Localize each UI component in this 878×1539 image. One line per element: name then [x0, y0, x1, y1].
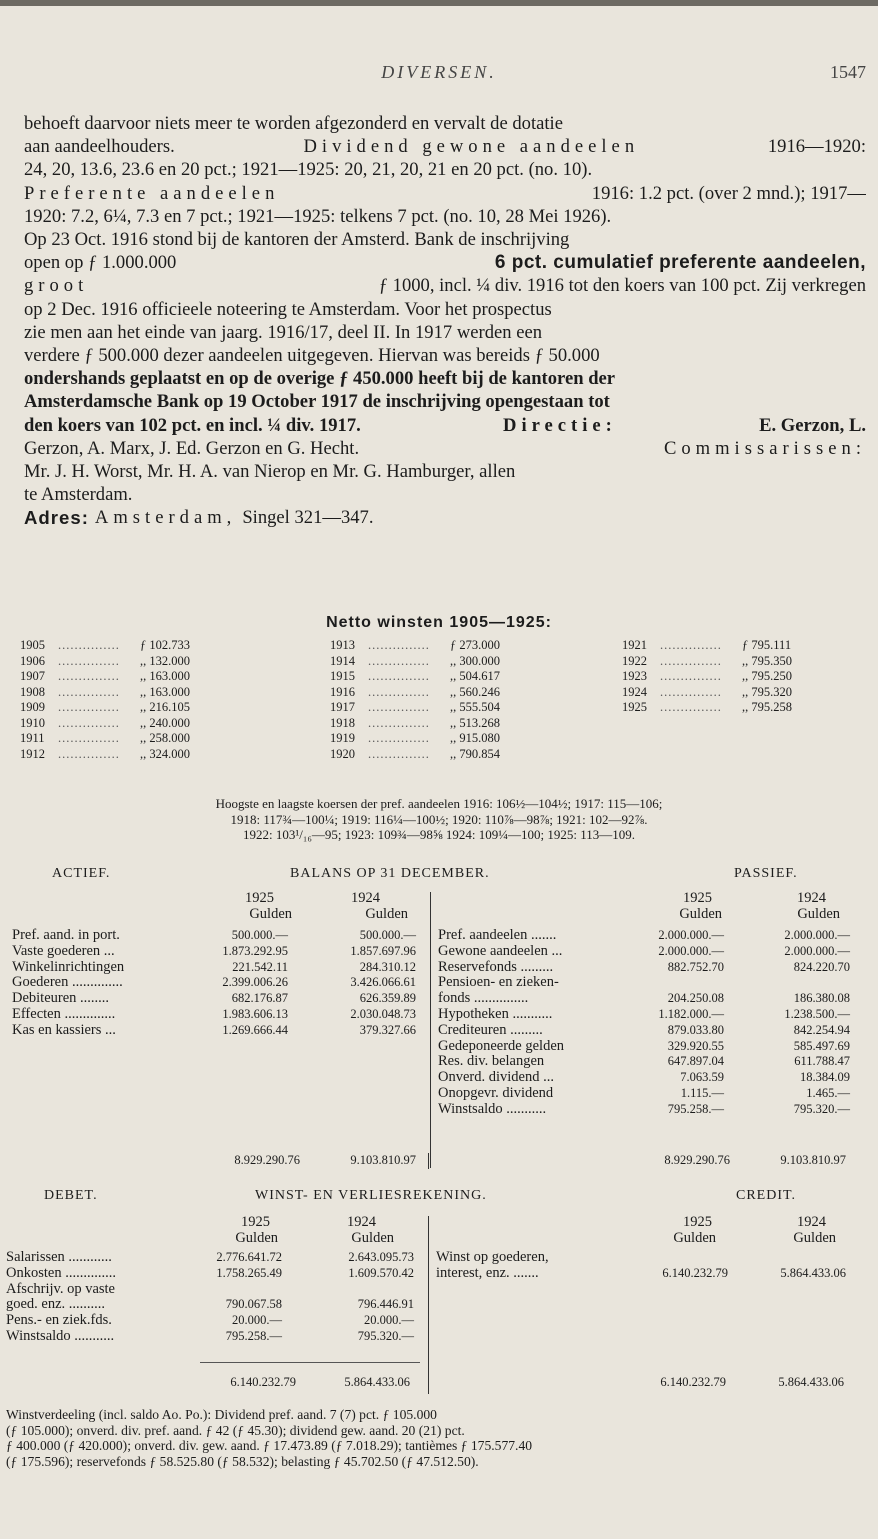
netto-row	[330, 731, 550, 747]
row-label: Hypotheken ...........	[438, 1006, 553, 1022]
balans-totals	[0, 1153, 878, 1169]
balans-title: BALANS OP 31 DECEMBER.	[290, 866, 490, 881]
row-value-1925: 790.067.58	[225, 1297, 282, 1312]
table-row	[438, 1102, 858, 1118]
netto-year: 1923	[622, 669, 647, 683]
row-value-1925: 2.776.641.72	[216, 1250, 282, 1264]
unit-header: Gulden	[235, 1229, 278, 1246]
row-value-1925: 2.000.000.—	[658, 943, 724, 958]
row-value-1924: 5.864.433.06	[780, 1265, 846, 1280]
netto-amount: ,, 504.617	[450, 669, 500, 683]
year-header: 1924	[351, 890, 380, 906]
row-value-1924: 3.426.066.61	[350, 975, 416, 990]
row-label: Winkelinrichtingen	[12, 959, 125, 975]
winstverdeeling-line: (ƒ 105.000); onverd. div. pref. aand. ƒ 42 (ƒ 45.30); dividend gew. aand. 20 (21) pct.	[6, 1422, 465, 1438]
paragraph-segment: ƒ 1000, incl. ¼ div. 1916 tot den koers van 100 pct. Zij verkregen	[378, 275, 866, 297]
row-label: interest, enz. .......	[436, 1265, 539, 1281]
netto-amount: ,, 324.000	[140, 746, 190, 761]
paragraph-segment: Gerzon, A. Marx, J. Ed. Gerzon en G. Hecht.	[24, 437, 360, 459]
leader-dots: ...............	[660, 653, 722, 668]
row-label: Pensioen- en zieken-	[438, 975, 559, 991]
row-value-1925: 795.258.—	[225, 1328, 282, 1343]
leader-dots: ...............	[58, 653, 120, 668]
row-value-1924: 1.857.697.96	[350, 943, 416, 958]
row-label: Pens.- en ziek.fds.	[6, 1313, 112, 1329]
total-value: 9.103.810.97	[350, 1153, 416, 1167]
total-value: 8.929.290.76	[664, 1153, 730, 1167]
table-row	[6, 1297, 422, 1313]
unit-header: Gulden	[797, 905, 840, 922]
row-value-1924: 795.320.—	[793, 1101, 850, 1116]
row-value-1925: 1.269.666.44	[222, 1022, 288, 1037]
winstverdeeling-line: (ƒ 175.596); reservefonds ƒ 58.525.80 (ƒ 58.532); belasting ƒ 45.702.50 (ƒ 47.512.50).	[6, 1453, 479, 1469]
row-label: Onkosten ..............	[6, 1265, 116, 1281]
row-value-1925: 1.115.—	[680, 1085, 724, 1100]
netto-row	[330, 685, 550, 701]
unit-header: Gulden	[351, 1229, 394, 1246]
netto-winsten-title: Netto winsten 1905—1925:	[326, 614, 552, 631]
paragraph-segment: aan aandeelhouders.	[24, 136, 175, 158]
netto-amount: ƒ 273.000	[450, 638, 500, 652]
netto-year: 1921	[622, 638, 647, 652]
netto-amount: ,, 132.000	[140, 653, 190, 668]
leader-dots: ...............	[58, 700, 120, 714]
leader-dots: ...............	[660, 700, 722, 714]
row-value-1924: 284.310.12	[359, 959, 416, 974]
row-label: fonds ...............	[438, 991, 529, 1007]
row-value-1924: 842.254.94	[793, 1022, 850, 1037]
leader-dots: ...............	[368, 638, 430, 652]
row-value-1925: 1.873.292.95	[222, 943, 288, 958]
paragraph-line	[24, 414, 866, 437]
paragraph-segment: Op 23 Oct. 1916 stond bij de kantoren der Amsterd. Bank de inschrijving	[24, 229, 570, 251]
leader-dots: ...............	[58, 715, 120, 730]
row-value-1925: 879.033.80	[667, 1022, 724, 1037]
paragraph-segment: te Amsterdam.	[24, 484, 133, 506]
table-row	[438, 1070, 858, 1086]
row-value-1925: 1.983.606.13	[222, 1006, 288, 1021]
table-row	[6, 1266, 422, 1282]
netto-amount: ,, 240.000	[140, 715, 190, 730]
winst-divider	[428, 1216, 429, 1394]
koersen-line: 1918: 117¾—100¼; 1919: 116¼—100½; 1920: 110⅞—98⅞; 1921: 102—92⅞.	[230, 811, 648, 827]
total-value: 5.864.433.06	[778, 1375, 844, 1389]
paragraph-segment: Singel 321—347.	[242, 507, 374, 529]
paragraph-segment: groot	[24, 275, 89, 297]
netto-amount: ,, 163.000	[140, 669, 190, 683]
row-value-1925: 221.542.11	[232, 959, 288, 974]
row-value-1924: 2.030.048.73	[350, 1006, 416, 1021]
paragraph-segment: 6 pct. cumulatief preferente aandeelen,	[494, 252, 866, 274]
table-row	[436, 1266, 856, 1282]
netto-row	[622, 685, 842, 701]
paragraph-line	[24, 506, 866, 529]
paragraph-segment: Dividend gewone aandeelen	[303, 136, 640, 158]
paragraph-line	[24, 251, 866, 274]
netto-amount: ƒ 795.111	[742, 638, 792, 652]
leader-dots: ...............	[58, 731, 120, 745]
table-row	[438, 928, 858, 944]
netto-year: 1906	[20, 653, 45, 668]
netto-amount: ,, 795.320	[742, 684, 792, 699]
row-label: Res. div. belangen	[438, 1054, 545, 1070]
netto-row	[622, 654, 842, 670]
total-value: 5.864.433.06	[344, 1375, 410, 1389]
paragraph-segment: Amsterdam,	[94, 507, 237, 529]
row-label: Pref. aand. in port.	[12, 928, 120, 943]
netto-year: 1912	[20, 746, 45, 761]
leader-dots: ...............	[58, 638, 120, 652]
year-header: 1925	[683, 1214, 712, 1230]
winst-title: WINST- EN VERLIESREKENING.	[255, 1188, 487, 1203]
paragraph-segment: 1916: 1.2 pct. (over 2 mnd.); 1917—	[591, 182, 866, 204]
table-row	[436, 1250, 856, 1266]
row-value-1924: 611.788.47	[794, 1054, 850, 1069]
balans-divider	[430, 892, 431, 1168]
row-value-1925: 204.250.08	[667, 991, 724, 1006]
row-label: Vaste goederen ...	[12, 943, 115, 959]
leader-dots: ...............	[368, 653, 430, 668]
row-value-1925: 882.752.70	[667, 959, 724, 974]
row-value-1924: 20.000.—	[364, 1313, 414, 1328]
unit-header: Gulden	[679, 905, 722, 922]
row-label: Pref. aandeelen .......	[438, 928, 557, 943]
row-value-1925: 2.000.000.—	[658, 928, 724, 942]
netto-column-3	[622, 638, 842, 716]
row-label: Salarissen ............	[6, 1250, 112, 1265]
total-value: 8.929.290.76	[234, 1153, 300, 1167]
paragraph-line	[24, 298, 866, 321]
table-row	[438, 991, 858, 1007]
paragraph-segment: zie men aan het einde van jaarg. 1916/17, deel II. In 1917 werden een	[24, 321, 543, 343]
winst-totals	[0, 1375, 878, 1391]
row-value-1924: 585.497.69	[793, 1038, 850, 1053]
row-value-1925: 1.182.000.—	[658, 1006, 724, 1021]
netto-year: 1917	[330, 700, 355, 714]
total-value: 6.140.232.79	[230, 1375, 296, 1389]
table-row	[6, 1329, 422, 1345]
netto-row	[330, 700, 550, 716]
unit-header: Gulden	[365, 905, 408, 922]
row-value-1924: 1.465.—	[806, 1085, 850, 1100]
row-value-1924: 2.000.000.—	[784, 943, 850, 958]
paragraph-segment: 24, 20, 13.6, 23.6 en 20 pct.; 1921—1925: 20, 21, 20, 21 en 20 pct. (no. 10).	[24, 159, 593, 181]
netto-amount: ,, 513.268	[450, 715, 500, 730]
netto-amount: ,, 216.105	[140, 700, 190, 714]
leader-dots: ...............	[58, 746, 120, 761]
total-value: 6.140.232.79	[660, 1375, 726, 1389]
netto-row	[330, 716, 550, 732]
netto-row	[20, 700, 240, 716]
running-title: DIVERSEN.	[381, 62, 497, 82]
netto-amount: ƒ 102.733	[140, 638, 190, 652]
netto-year: 1913	[330, 638, 355, 652]
unit-header: Gulden	[673, 1229, 716, 1246]
paragraph-line	[24, 367, 866, 390]
paragraph-segment: Amsterdamsche Bank op 19 October 1917 de inschrijving opengestaan tot	[24, 391, 610, 413]
row-label: Onverd. dividend ...	[438, 1070, 554, 1086]
paragraph-segment: verdere ƒ 500.000 dezer aandeelen uitgegeven. Hiervan was bereids ƒ 50.000	[24, 345, 600, 367]
koersen-line: 1922: 103¹/₁₆—95; 1923: 109¾—98⅝ 1924: 109¼—100; 1925: 113—109.	[242, 827, 635, 842]
actief-table	[12, 928, 422, 1039]
koersen-line: Hoogste en laagste koersen der pref. aandeelen 1916: 106½—104½; 1917: 115—106;	[215, 796, 663, 811]
row-value-1924: 1.609.570.42	[348, 1265, 414, 1280]
table-row	[438, 1039, 858, 1055]
table-row	[438, 1054, 858, 1070]
netto-amount: ,, 790.854	[450, 746, 500, 761]
netto-row	[20, 654, 240, 670]
netto-row	[20, 685, 240, 701]
paragraph-line	[24, 135, 866, 158]
row-value-1924: 186.380.08	[793, 991, 850, 1006]
netto-row	[20, 731, 240, 747]
paragraph-line	[24, 205, 866, 228]
paragraph-line	[24, 460, 866, 483]
netto-year: 1908	[20, 684, 45, 699]
row-value-1924: 626.359.89	[359, 991, 416, 1006]
row-value-1924: 18.384.09	[800, 1070, 850, 1085]
netto-row	[20, 669, 240, 685]
row-label: Debiteuren ........	[12, 991, 110, 1007]
row-value-1924: 795.320.—	[357, 1328, 414, 1343]
netto-year: 1909	[20, 700, 45, 714]
year-header: 1924	[797, 1214, 826, 1230]
koersen-text	[0, 796, 878, 843]
row-value-1925: 1.758.265.49	[216, 1265, 282, 1280]
leader-dots: ...............	[368, 684, 430, 699]
row-value-1925: 7.063.59	[680, 1070, 724, 1085]
row-value-1925: 500.000.—	[231, 928, 288, 942]
balans-column-headers	[0, 891, 878, 923]
debet-table	[6, 1250, 422, 1345]
table-row	[6, 1313, 422, 1329]
paragraph-segment: Commissarissen:	[663, 437, 866, 459]
paragraph-line	[24, 390, 866, 413]
netto-row	[622, 669, 842, 685]
paragraph-segment: Adres:	[24, 507, 89, 529]
leader-dots: ...............	[58, 669, 120, 683]
unit-header: Gulden	[793, 1229, 836, 1246]
table-row	[438, 1023, 858, 1039]
paragraph-segment: 1920: 7.2, 6¼, 7.3 en 7 pct.; 1921—1925: telkens 7 pct. (no. 10, 28 Mei 1926).	[24, 205, 612, 227]
netto-year: 1915	[330, 669, 355, 683]
table-row	[12, 928, 422, 944]
netto-row	[330, 747, 550, 763]
leader-dots: ...............	[368, 700, 430, 714]
paragraph-segment: den koers van 102 pct. en incl. ¼ div. 1917.	[24, 414, 361, 436]
paragraph-line	[24, 182, 866, 205]
page-number: 1547	[830, 62, 866, 82]
table-row	[12, 960, 422, 976]
row-value-1925: 329.920.55	[667, 1038, 724, 1053]
paragraph-line	[24, 321, 866, 344]
passief-label: PASSIEF.	[734, 866, 798, 881]
row-value-1925: 682.176.87	[231, 991, 288, 1006]
table-row	[6, 1282, 422, 1298]
paragraph-segment: behoeft daarvoor niets meer te worden afgezonderd en vervalt de dotatie	[24, 113, 563, 134]
paragraph-segment: op 2 Dec. 1916 officieele noteering te Amsterdam. Voor het prospectus	[24, 298, 552, 320]
unit-header: Gulden	[249, 905, 292, 922]
netto-amount: ,, 795.258	[742, 700, 792, 714]
table-row	[438, 975, 858, 991]
row-label: Goederen ..............	[12, 975, 123, 991]
winst-column-headers	[0, 1215, 878, 1247]
passief-table	[438, 928, 858, 1118]
netto-year: 1914	[330, 653, 355, 668]
row-label: Winstsaldo ...........	[6, 1328, 115, 1344]
paragraph-line	[24, 344, 866, 367]
paragraph-segment: Directie:	[503, 414, 617, 436]
row-label: Crediteuren .........	[438, 1022, 543, 1038]
netto-column-2	[330, 638, 550, 762]
netto-year: 1911	[20, 731, 45, 745]
winstverdeeling-text	[6, 1407, 852, 1469]
netto-row	[330, 638, 550, 654]
row-label: goed. enz. ..........	[6, 1297, 106, 1313]
netto-year: 1920	[330, 746, 355, 761]
table-row	[438, 1086, 858, 1102]
year-header: 1925	[683, 890, 712, 906]
leader-dots: ...............	[368, 715, 430, 730]
paragraph-segment: Preferente aandeelen	[24, 182, 280, 204]
table-row	[12, 1023, 422, 1039]
row-label: Winst op goederen,	[436, 1250, 549, 1265]
row-value-1924: 824.220.70	[793, 959, 850, 974]
row-value-1925: 647.897.04	[667, 1054, 724, 1069]
paragraph-segment: 1916—1920:	[767, 136, 866, 158]
row-label: Gedeponeerde gelden	[438, 1038, 565, 1054]
row-value-1924: 2.000.000.—	[784, 928, 850, 942]
table-row	[438, 960, 858, 976]
row-value-1924: 500.000.—	[359, 928, 416, 942]
company-paragraph	[24, 112, 866, 530]
netto-row	[622, 700, 842, 716]
netto-amount: ,, 258.000	[140, 731, 190, 745]
winst-total-rule	[200, 1362, 420, 1363]
paragraph-segment: E. Gerzon, L.	[759, 414, 866, 436]
paragraph-segment: Mr. J. H. Worst, Mr. H. A. van Nierop en Mr. G. Hamburger, allen	[24, 461, 516, 483]
winstverdeeling-line: ƒ 400.000 (ƒ 420.000); onverd. div. gew. aand. ƒ 17.473.89 (ƒ 7.018.29); tantièmes ƒ 175.577.40	[6, 1438, 533, 1454]
netto-amount: ,, 795.350	[742, 653, 792, 668]
table-row	[6, 1250, 422, 1266]
netto-year: 1922	[622, 653, 647, 668]
row-value-1925: 20.000.—	[232, 1313, 282, 1328]
leader-dots: ...............	[660, 638, 722, 652]
leader-dots: ...............	[368, 746, 430, 761]
table-row	[12, 944, 422, 960]
netto-row	[20, 747, 240, 763]
netto-year: 1924	[622, 684, 647, 699]
row-value-1925: 6.140.232.79	[662, 1265, 728, 1280]
row-label: Afschrijv. op vaste	[6, 1281, 115, 1297]
table-row	[438, 944, 858, 960]
leader-dots: ...............	[660, 669, 722, 683]
netto-row	[330, 654, 550, 670]
page-header	[0, 62, 878, 90]
netto-row	[20, 638, 240, 654]
row-value-1925: 795.258.—	[667, 1101, 724, 1116]
netto-row	[622, 638, 842, 654]
row-value-1924: 796.446.91	[357, 1297, 414, 1312]
year-header: 1925	[245, 890, 274, 906]
row-label: Gewone aandeelen ...	[438, 943, 563, 959]
page-top-edge	[0, 0, 878, 6]
paragraph-line	[24, 274, 866, 297]
netto-amount: ,, 163.000	[140, 684, 190, 699]
netto-year: 1919	[330, 731, 355, 745]
winstverdeeling-line: Winstverdeeling (incl. saldo Ao. Po.): Dividend pref. aand. 7 (7) pct. ƒ 105.000	[6, 1407, 437, 1422]
year-header: 1924	[347, 1214, 376, 1230]
netto-row	[330, 669, 550, 685]
credit-label: CREDIT.	[736, 1188, 797, 1203]
credit-table	[436, 1250, 856, 1282]
leader-dots: ...............	[660, 684, 722, 699]
paragraph-segment: open op ƒ 1.000.000	[24, 252, 177, 274]
netto-year: 1916	[330, 684, 355, 699]
table-row	[12, 975, 422, 991]
paragraph-line	[24, 158, 866, 181]
table-row	[12, 991, 422, 1007]
paragraph-segment: ondershands geplaatst en op de overige ƒ 450.000 heeft bij de kantoren der	[24, 368, 616, 390]
row-label: Winstsaldo ...........	[438, 1101, 547, 1117]
row-label: Onopgevr. dividend	[438, 1085, 554, 1101]
netto-year: 1918	[330, 715, 355, 730]
total-value: 9.103.810.97	[780, 1153, 846, 1167]
year-header: 1925	[241, 1214, 270, 1230]
netto-year: 1905	[20, 638, 45, 652]
row-value-1924: 379.327.66	[359, 1022, 416, 1037]
row-value-1924: 1.238.500.—	[784, 1006, 850, 1021]
paragraph-line	[24, 483, 866, 506]
leader-dots: ...............	[368, 669, 430, 683]
paragraph-line	[24, 437, 866, 460]
netto-amount: ,, 915.080	[450, 731, 500, 745]
row-label: Effecten ..............	[12, 1006, 116, 1022]
row-label: Reservefonds .........	[438, 959, 554, 975]
netto-year: 1925	[622, 700, 647, 714]
netto-row	[20, 716, 240, 732]
netto-column-1	[20, 638, 240, 762]
leader-dots: ...............	[368, 731, 430, 745]
table-row	[438, 1007, 858, 1023]
paragraph-line	[24, 228, 866, 251]
debet-label: DEBET.	[44, 1188, 98, 1203]
netto-amount: ,, 300.000	[450, 653, 500, 668]
row-value-1925: 2.399.006.26	[222, 975, 288, 990]
netto-amount: ,, 555.504	[450, 700, 500, 714]
netto-amount: ,, 560.246	[450, 684, 500, 699]
table-row	[12, 1007, 422, 1023]
row-value-1924: 2.643.095.73	[348, 1250, 414, 1264]
netto-amount: ,, 795.250	[742, 669, 792, 683]
actief-label: ACTIEF.	[52, 866, 111, 881]
year-header: 1924	[797, 890, 826, 906]
netto-year: 1910	[20, 715, 45, 730]
row-label: Kas en kassiers ...	[12, 1022, 116, 1038]
paragraph-line	[24, 112, 866, 135]
netto-year: 1907	[20, 669, 45, 683]
leader-dots: ...............	[58, 684, 120, 699]
